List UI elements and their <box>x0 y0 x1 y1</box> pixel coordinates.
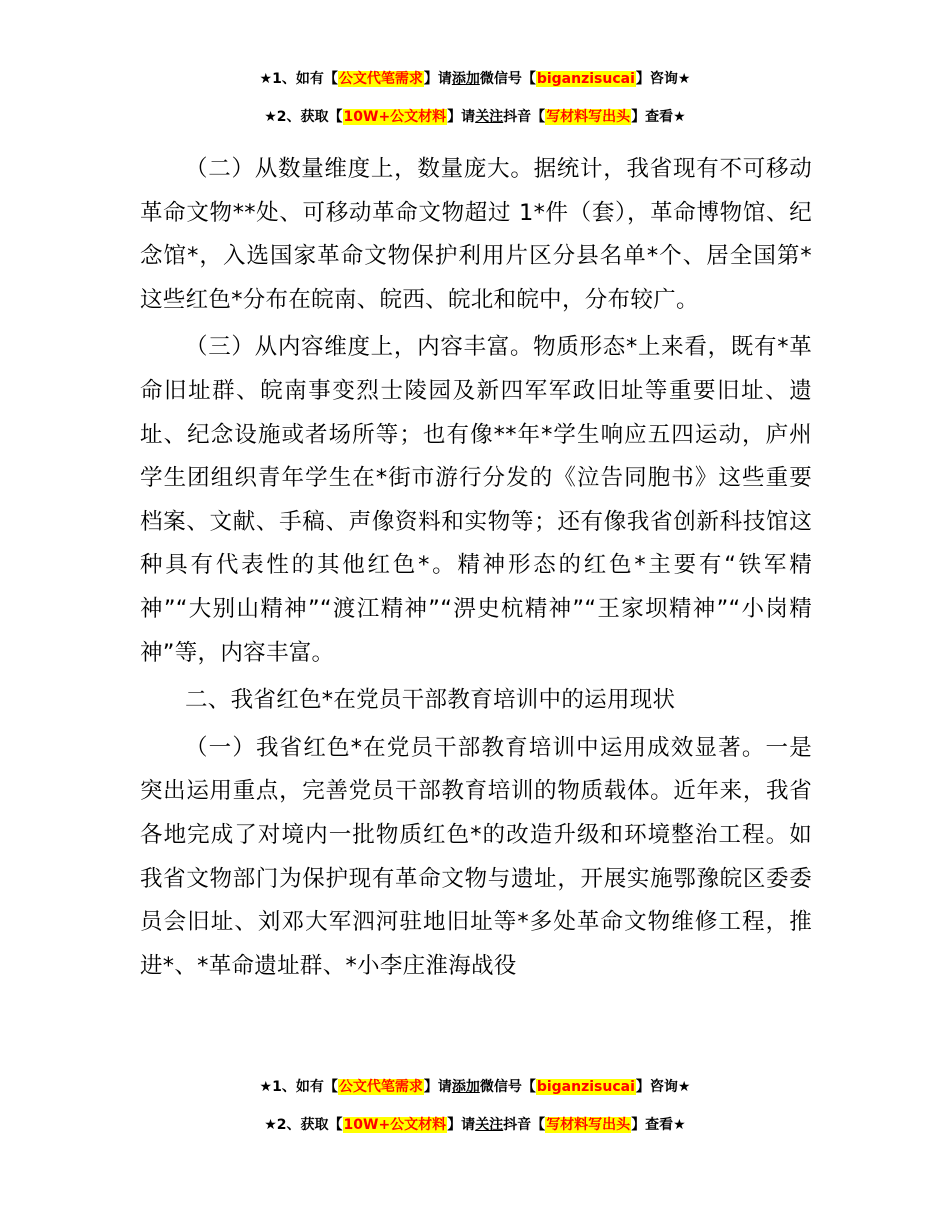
wechat-id-highlight: biganzisucai <box>536 71 635 87</box>
banner-text: ★1、如有【 <box>259 1079 338 1095</box>
banner-text: 微信号【 <box>479 1079 536 1095</box>
underlined-text: 关注 <box>475 1117 504 1133</box>
banner-text: 】查看★ <box>631 1117 686 1133</box>
footer-banner-line-1 <box>0 1077 950 1097</box>
banner-text: 】咨询★ <box>635 71 691 87</box>
paragraph-results: （一）我省红色*在党员干部教育培训中运用成效显著。一是突出运用重点，完善党员干部教育培训的物质载体。近年来，我省各地完成了对境内一批物质红色*的改造升级和环境整治工程。如我省文物部门为保护现有革命文物与遗址，开展实施鄂豫皖区委委员会旧址、刘邓大军泗河驻地旧址等*多处革命文物维修工程，推进*、*革命遗址群、*小李庄淮海战役 <box>140 734 812 979</box>
banner-text: 】咨询★ <box>635 1079 691 1095</box>
footer-banner-line-2 <box>0 1115 950 1135</box>
document-body <box>140 148 812 988</box>
highlight-badge: 公文代笔需求 <box>338 1079 423 1095</box>
banner-text: 】请 <box>447 1117 476 1133</box>
underlined-text: 添加 <box>451 71 480 87</box>
header-banner-line-1 <box>0 69 950 89</box>
douyin-highlight: 写材料写出头 <box>546 109 631 125</box>
banner-text: ★2、获取【 <box>264 109 343 125</box>
banner-text: 抖音【 <box>503 109 546 125</box>
paragraph-quantity: （二）从数量维度上，数量庞大。据统计，我省现有不可移动革命文物**处、可移动革命文物超过 1*件（套），革命博物馆、纪念馆*，入选国家革命文物保护利用片区分县名单*个、居全国第*这些红色*分布在皖南、皖西、皖北和皖中，分布较广。 <box>140 156 812 313</box>
highlight-badge: 10W+公文材料 <box>343 109 447 125</box>
banner-text: 】请 <box>423 71 452 87</box>
banner-text: ★2、获取【 <box>264 1117 343 1133</box>
banner-text: 】请 <box>423 1079 452 1095</box>
section-heading: 二、我省红色*在党员干部教育培训中的运用现状 <box>185 687 676 714</box>
wechat-id-highlight: biganzisucai <box>536 1079 635 1095</box>
underlined-text: 关注 <box>475 109 504 125</box>
highlight-badge: 公文代笔需求 <box>338 71 423 87</box>
paragraph-content: （三）从内容维度上，内容丰富。物质形态*上来看，既有*革命旧址群、皖南事变烈士陵园及新四军军政旧址等重要旧址、遗址、纪念设施或者场所等；也有像**年*学生响应五四运动，庐州学生团组织青年学生在*街市游行分发的《泣告同胞书》这些重要档案、文献、手稿、声像资料和实物等；还有像我省创新科技馆这种具有代表性的其他红色*。精神形态的红色*主要有“铁军精神”“大别山精神”“渡江精神”“淠史杭精神”“王家坝精神”“小岗精神”等，内容丰富。 <box>140 334 812 666</box>
banner-text: ★1、如有【 <box>259 71 338 87</box>
banner-text: 】请 <box>447 109 476 125</box>
header-banner-line-2 <box>0 107 950 127</box>
douyin-highlight: 写材料写出头 <box>546 1117 631 1133</box>
banner-text: 微信号【 <box>479 71 536 87</box>
banner-text: 】查看★ <box>631 109 686 125</box>
highlight-badge: 10W+公文材料 <box>343 1117 447 1133</box>
underlined-text: 添加 <box>451 1079 480 1095</box>
banner-text: 抖音【 <box>503 1117 546 1133</box>
